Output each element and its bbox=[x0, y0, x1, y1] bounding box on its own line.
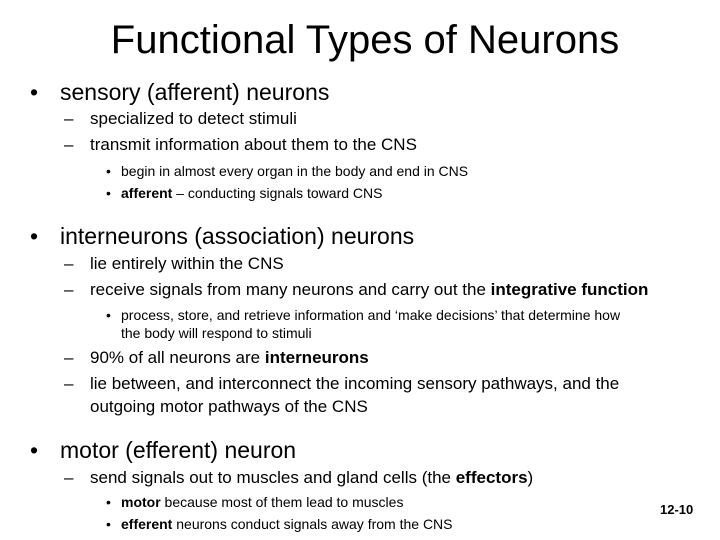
bullet-marker: • bbox=[30, 79, 39, 105]
interneurons-term: interneurons bbox=[264, 348, 369, 367]
motor-point-1-end: ) bbox=[527, 468, 534, 487]
sensory-sub-1: begin in almost every organ in the body and end in CNS bbox=[121, 163, 469, 179]
dash-marker: – bbox=[64, 135, 74, 154]
interneurons-point-3 bbox=[90, 347, 369, 369]
dash-marker: – bbox=[64, 468, 74, 487]
interneurons-sub-1-line-2: the body will respond to stimuli bbox=[121, 325, 312, 341]
bullet-marker: • bbox=[106, 516, 111, 532]
interneurons-point-3-text: 90% of all neurons are bbox=[90, 348, 265, 367]
interneurons-point-4-line-1: lie between, and interconnect the incoming sensory pathways, and the bbox=[90, 374, 620, 393]
sensory-heading: sensory (afferent) neurons bbox=[60, 79, 330, 105]
sensory-point-2: transmit information about them to the CNS bbox=[90, 135, 417, 154]
afferent-term: afferent bbox=[121, 185, 173, 201]
motor-sub-2-text: neurons conduct signals away from the CNS bbox=[172, 516, 453, 532]
motor-point-1-text: send signals out to muscles and gland cells (the bbox=[90, 468, 456, 487]
interneurons-heading: interneurons (association) neurons bbox=[60, 223, 415, 249]
interneurons-point-1: lie entirely within the CNS bbox=[90, 254, 284, 273]
efferent-term: efferent bbox=[121, 516, 173, 532]
motor-sub-2 bbox=[121, 515, 453, 533]
dash-marker: – bbox=[64, 109, 74, 128]
interneurons-sub-1-line-1: process, store, and retrieve information and ‘make decisions’ that determine how bbox=[121, 307, 621, 323]
dash-marker: – bbox=[64, 254, 74, 273]
bullet-marker: • bbox=[30, 437, 39, 463]
bullet-marker: • bbox=[30, 223, 39, 249]
sensory-point-1: specialized to detect stimuli bbox=[90, 109, 297, 128]
sensory-sub-2 bbox=[121, 184, 382, 202]
slide-title: Functional Types of Neurons bbox=[110, 18, 620, 62]
bullet-marker: • bbox=[106, 163, 111, 179]
dash-marker: – bbox=[64, 280, 74, 299]
bullet-marker: • bbox=[106, 185, 111, 201]
dash-marker: – bbox=[64, 374, 74, 393]
dash-marker: – bbox=[64, 348, 74, 367]
integrative-function-term: integrative function bbox=[490, 280, 649, 299]
interneurons-point-4-line-2: outgoing motor pathways of the CNS bbox=[90, 397, 368, 416]
bullet-marker: • bbox=[106, 494, 111, 510]
motor-heading: motor (efferent) neuron bbox=[60, 437, 297, 463]
effectors-term: effectors bbox=[455, 468, 528, 487]
interneurons-point-2-text: receive signals from many neurons and carry out the bbox=[90, 280, 491, 299]
bullet-marker: • bbox=[106, 307, 111, 323]
motor-point-1 bbox=[90, 467, 533, 489]
interneurons-point-2 bbox=[90, 279, 648, 301]
motor-term: motor bbox=[121, 494, 161, 510]
motor-sub-1 bbox=[121, 493, 403, 511]
page-number: 12-10 bbox=[660, 502, 694, 517]
motor-sub-1-text: because most of them lead to muscles bbox=[160, 494, 404, 510]
sensory-sub-2-text: – conducting signals toward CNS bbox=[172, 185, 383, 201]
